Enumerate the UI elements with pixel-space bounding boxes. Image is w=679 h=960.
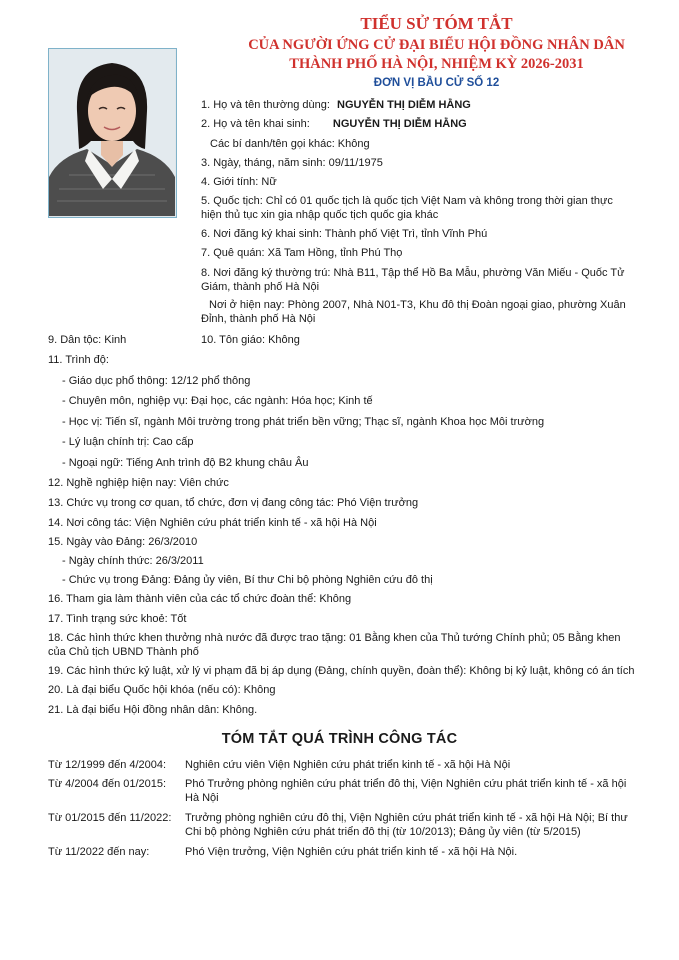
work-period-1: Từ 12/1999 đến 4/2004: [48,759,167,771]
edu-political-theory: - Lý luận chính trị: Cao cấp [62,436,194,448]
field-birth-name [201,117,467,131]
field-national-assembly: 20. Là đại biểu Quốc hội khóa (nếu có): Không [48,684,276,696]
candidate-photo [48,48,177,218]
field-gender: 4. Giới tính: Nữ [201,176,277,188]
field-current-residence: Nơi ở hiện nay: Phòng 2007, Nhà N01-T3, Khu đô thị Đoàn ngoại giao, phường Xuân Đỉnh, thành phố Hà Nội [201,299,626,325]
edu-specialty: - Chuyên môn, nghiệp vụ: Đại học, các ngành: Hóa học; Kinh tế [62,395,373,407]
doc-subtitle-2: THÀNH PHỐ HÀ NỘI, NHIỆM KỲ 2026-2031 [289,56,584,72]
field-position: 13. Chức vụ trong cơ quan, tổ chức, đơn vị đang công tác: Phó Viện trưởng [48,497,419,509]
field-label: 1. Họ và tên thường dùng: [201,99,330,111]
edu-foreign-language: - Ngoại ngữ: Tiếng Anh trình độ B2 khung châu Âu [62,457,309,469]
electoral-unit: ĐƠN VỊ BẦU CỬ SỐ 12 [373,77,500,89]
field-workplace: 14. Nơi công tác: Viện Nghiên cứu phát triển kinh tế - xã hội Hà Nội [48,517,377,529]
work-period-4: Từ 11/2022 đến nay: [48,846,150,858]
field-permanent-address: 8. Nơi đăng ký thường trú: Nhà B11, Tập thể Hồ Ba Mẫu, phường Văn Miếu - Quốc Tử Giám, thành phố Hà Nội [201,267,625,293]
field-dob: 3. Ngày, tháng, năm sinh: 09/11/1975 [201,157,383,169]
work-desc-3: Trưởng phòng nghiên cứu đô thị, Viện Nghiên cứu phát triển kinh tế - xã hội Hà Nội; Bí thư Chi bộ phòng Nghiên cứu phát triển đô thị (từ 10/2013); Đảng ủy viên (từ 5/2015) [185,812,628,838]
field-party-join-date: 15. Ngày vào Đảng: 26/3/2010 [48,536,198,548]
edu-general: - Giáo dục phổ thông: 12/12 phổ thông [62,375,251,387]
common-name-value: NGUYỄN THỊ DIỄM HẰNG [337,99,471,111]
work-period-3: Từ 01/2015 đến 11/2022: [48,812,172,824]
field-peoples-council: 21. Là đại biểu Hội đồng nhân dân: Không. [48,704,258,716]
doc-subtitle-1: CỦA NGƯỜI ỨNG CỬ ĐẠI BIỂU HỘI ĐỒNG NHÂN DÂN [248,37,625,53]
work-desc-2: Phó Trưởng phòng nghiên cứu phát triển đô thị, Viện Nghiên cứu phát triển kinh tế - xã hội Hà Nội [185,778,627,804]
field-nationality: 5. Quốc tịch: Chỉ có 01 quốc tịch là quốc tịch Việt Nam và không trong thời gian thực hiện thủ tục xin gia nhập quốc tịch quốc gia khác [201,195,613,221]
field-discipline: 19. Các hình thức kỷ luật, xử lý vi phạm đã bị áp dụng (Đảng, chính quyền, đoàn thể): Không bị kỷ luật, không có án tích [48,665,635,677]
party-position: - Chức vụ trong Đảng: Đảng ủy viên, Bí thư Chi bộ phòng Nghiên cứu đô thị [62,574,433,586]
work-desc-1: Nghiên cứu viên Viện Nghiên cứu phát triển kinh tế - xã hội Hà Nội [185,759,511,771]
field-ethnicity: 9. Dân tộc: Kinh [48,334,127,346]
field-common-name [201,98,471,112]
work-period-2: Từ 4/2004 đến 01/2015: [48,778,167,790]
field-occupation: 12. Nghề nghiệp hiện nay: Viên chức [48,477,229,489]
doc-title: TIỂU SỬ TÓM TẮT [360,14,513,33]
field-awards: 18. Các hình thức khen thưởng nhà nước đã được trao tặng: 01 Bằng khen của Thủ tướng Chính phủ; 05 Bằng khen của Chủ tịch UBND Thành phố [48,632,621,658]
field-organizations: 16. Tham gia làm thành viên của các tổ chức đoàn thể: Không [48,593,352,605]
birth-name-value: NGUYỄN THỊ DIỄM HẰNG [332,118,467,130]
portrait-image [49,49,175,216]
field-label: 2. Họ và tên khai sinh: [201,118,310,130]
field-alias: Các bí danh/tên gọi khác: Không [210,138,370,150]
field-education: 11. Trình độ: [48,354,109,366]
field-health: 17. Tình trạng sức khoẻ: Tốt [48,613,187,625]
party-official-date: - Ngày chính thức: 26/3/2011 [62,555,204,567]
work-history-title: TÓM TẮT QUÁ TRÌNH CÔNG TÁC [221,731,458,747]
field-hometown: 7. Quê quán: Xã Tam Hồng, tỉnh Phú Thọ [201,247,403,259]
field-religion: 10. Tôn giáo: Không [201,334,300,346]
field-birth-registration: 6. Nơi đăng ký khai sinh: Thành phố Việt Trì, tỉnh Vĩnh Phú [201,228,488,240]
edu-degree: - Học vị: Tiến sĩ, ngành Môi trường trong phát triển bền vững; Thạc sĩ, ngành Khoa học Môi trường [62,416,545,428]
work-desc-4: Phó Viện trưởng, Viện Nghiên cứu phát triển kinh tế - xã hội Hà Nội. [185,846,518,858]
